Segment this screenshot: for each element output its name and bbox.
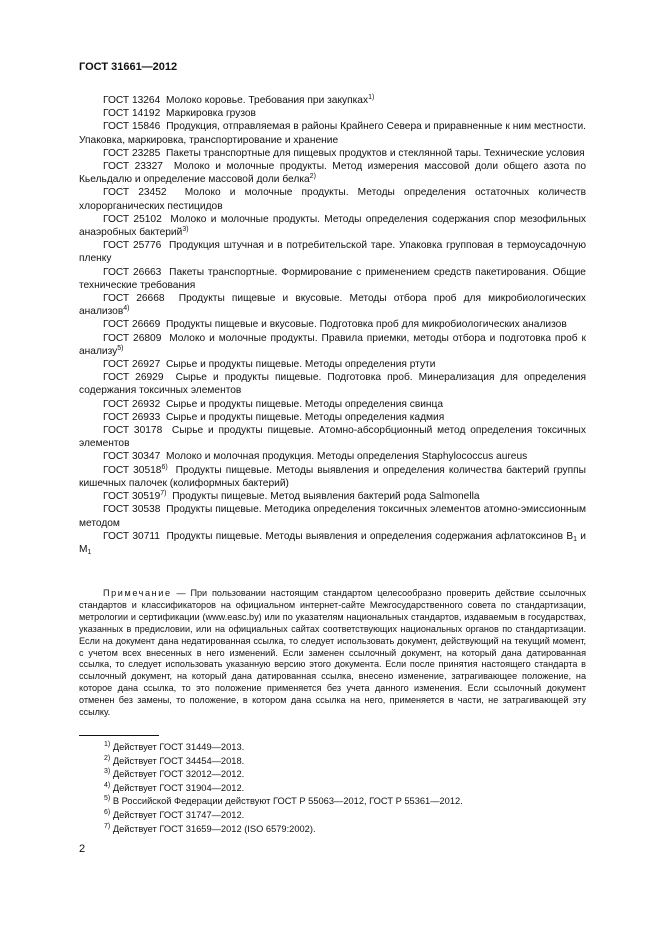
note-label: Примечание xyxy=(103,588,172,598)
note-paragraph xyxy=(79,588,586,719)
reference-item: ГОСТ 25102 Молоко и молочные продукты. Методы определения содержания спор мезофильных анаэробных бактерий$^{3)}$ xyxy=(79,213,586,239)
footnote-item: $^{1)}$ Действует ГОСТ 31449—2013. xyxy=(104,741,245,752)
reference-item: ГОСТ 14192 Маркировка грузов xyxy=(103,108,256,120)
reference-item: ГОСТ 26809 Молоко и молочные продукты. Правила приемки, методы отбора и подготовка проб к анализу$^{5)}$ xyxy=(79,332,586,357)
reference-item: ГОСТ 30347 Молоко и молочная продукция. Методы определения Staphylococcus aureus xyxy=(103,451,528,463)
reference-item: ГОСТ 30518$^{6)}$ Продукты пищевые. Методы выявления и определения количества бактерий группы кишечных палочек (колиформных бактерий) xyxy=(79,463,586,489)
footnote-marker: 2) xyxy=(309,173,316,181)
reference-item: ГОСТ 26927 Сырье и продукты пищевые. Методы определения ртути xyxy=(103,359,436,371)
reference-item: ГОСТ 15846 Продукция, отправляемая в районы Крайнего Севера и приравненные к ним местности. Упаковка, маркировка, транспортирование и хранение xyxy=(79,121,586,146)
document-header: ГОСТ 31661—2012 xyxy=(79,61,178,73)
reference-item: ГОСТ 13264 Молоко коровье. Требования при закупках$^{1)}$ xyxy=(103,94,375,106)
reference-item: ГОСТ 30711 Продукты пищевые. Методы выявления и определения содержания афлатоксинов $B_1$ и $M_1$ xyxy=(79,530,586,556)
footnotes-list xyxy=(104,741,463,836)
note-text: — При пользовании настоящим стандартом целесообразно проверить действие ссылочных стандартов и классификаторов на официальном интернет-сайте Межгосударственного совета по стандартизации, метрологии и сертификации (www.easc.by) или по указателям национальных стандартов, издаваемым в государствах, указанных в предисловии, или на официальных сайтах соответствующих национальных органов по стандартизации. Если на документ дана недатированная ссылка, то следует использовать документ, действующий на текущий момент, с учетом всех внесенных в него изменений. Если заменен ссылочный документ, на который дана датированная ссылка, то следует использовать указанную версию этого документа. Если после принятия настоящего стандарта в ссылочный документ, на который дана датированная ссылка, внесено изменение, затрагивающее положение, на которое дана ссылка, то это положение применяется без учета данного изменения. Если ссылочный документ отменен без замены, то положение, в котором дана ссылка на него, применяется в части, не затрагивающей эту ссылку. xyxy=(79,588,586,718)
reference-item: ГОСТ 26663 Пакеты транспортные. Формирование с применением средств пакетирования. Общие технические требования xyxy=(79,266,586,291)
reference-item: ГОСТ 26933 Сырье и продукты пищевые. Методы определения кадмия xyxy=(103,411,445,423)
reference-item: ГОСТ 26932 Сырье и продукты пищевые. Методы определения свинца xyxy=(103,398,444,410)
footnote-marker: 4) xyxy=(123,305,130,313)
footnote-item: $^{3)}$ Действует ГОСТ 32012—2012. xyxy=(104,768,245,780)
normative-references-list xyxy=(79,94,586,556)
footnote-item: $^{6)}$ Действует ГОСТ 31747—2012. xyxy=(104,808,245,820)
reference-item: ГОСТ 30519$^{7)}$ Продукты пищевые. Метод выявления бактерий рода Salmonella xyxy=(103,490,480,503)
reference-item: ГОСТ 26668 Продукты пищевые и вкусовые. Методы отбора проб для микробиологических анализов$^{4)}$ xyxy=(79,293,586,318)
reference-item: ГОСТ 25776 Продукция штучная и в потребительской таре. Упаковка групповая в термоусадочную пленку xyxy=(79,240,586,265)
footnote-marker: 7) xyxy=(160,490,167,498)
footnote-marker: 6) xyxy=(161,463,168,471)
reference-item: ГОСТ 23327 Молоко и молочные продукты. Метод измерения массовой доли общего азота по Кьельдалю и определение массовой доли белка$^{2)}$ xyxy=(79,161,586,186)
footnote-item: $^{5)}$ В Российской Федерации действуют ГОСТ Р 55063—2012, ГОСТ Р 55361—2012. xyxy=(104,795,463,807)
page-number: 2 xyxy=(79,843,86,855)
footnote-item: $^{2)}$ Действует ГОСТ 34454—2018. xyxy=(104,754,245,766)
reference-item: ГОСТ 30178 Сырье и продукты пищевые. Атомно-абсорбционный метод определения токсичных элементов xyxy=(79,425,586,450)
reference-item: ГОСТ 30538 Продукты пищевые. Методика определения токсичных элементов атомно-эмиссионным методом xyxy=(79,504,586,529)
reference-item: ГОСТ 23452 Молоко и молочные продукты. Методы определения остаточных количеств хлорорганических пестицидов xyxy=(79,187,586,212)
reference-item: ГОСТ 26669 Продукты пищевые и вкусовые. Подготовка проб для микробиологических анализов xyxy=(103,319,567,331)
footnote-item: $^{4)}$ Действует ГОСТ 31904—2012. xyxy=(104,781,245,793)
footnote-marker: 3) xyxy=(182,226,189,234)
reference-item: ГОСТ 26929 Сырье и продукты пищевые. Подготовка проб. Минерализация для определения содержания токсичных элементов xyxy=(79,372,586,397)
footnote-item: $^{7)}$ Действует ГОСТ 31659—2012 (ISO 6579:2002). xyxy=(104,822,316,834)
reference-item: ГОСТ 23285 Пакеты транспортные для пищевых продуктов и стеклянной тары. Технические условия xyxy=(103,147,585,159)
footnote-marker: 5) xyxy=(117,344,124,352)
footnote-marker: 1) xyxy=(368,94,375,101)
footnote-separator xyxy=(79,735,159,736)
